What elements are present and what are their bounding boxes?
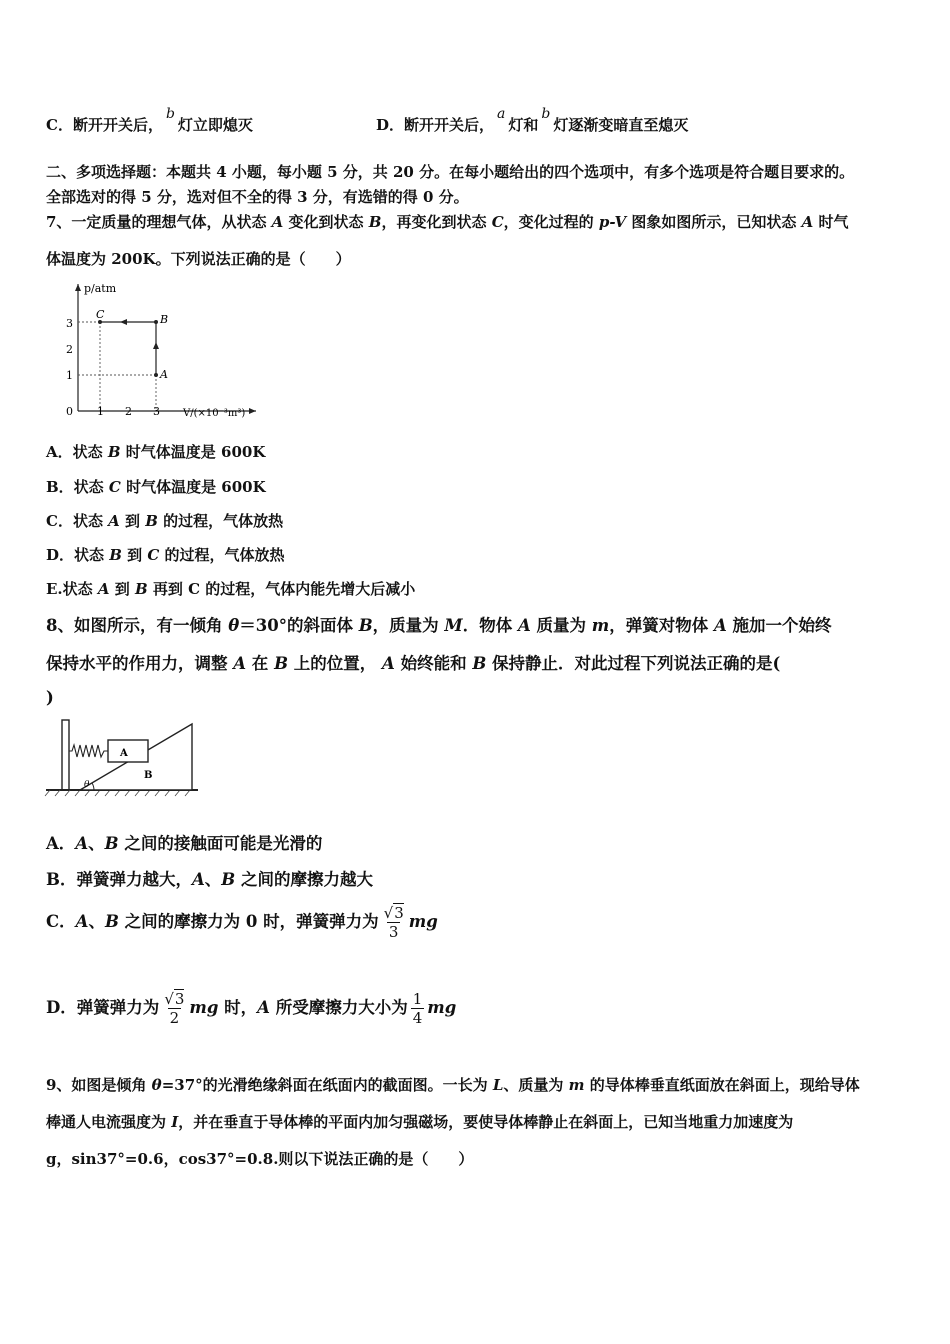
q8-option-d: D．弹簧弹力为 $\frac{√3}{2}$ mg 时，A 所受摩擦力大小为 $\frac{1}{4}$ mg (46, 990, 457, 1027)
symbol-a: a (497, 106, 506, 122)
q8-stem-line2: 保持水平的作用力，调整 A 在 B 上的位置， A 始终能和 B 保持静止．对此过程下列说法正确的是( (46, 654, 781, 673)
symbol-b: b (541, 106, 551, 122)
q8-option-c: C．A、B 之间的摩擦力为 0 时，弹簧弹力为 $\frac{√3}{3}$ mg (46, 904, 438, 941)
label-theta: θ (84, 780, 90, 790)
q8-stem-line1: 8、如图所示，有一倾角 θ＝30°的斜面体 B，质量为 M．物体 A 质量为 m，弹簧对物体 A 施加一个始终 (46, 616, 832, 635)
x-tick-1: 1 (97, 405, 104, 418)
spring (69, 745, 108, 757)
x-tick-2: 2 (125, 405, 132, 418)
q7-option-b: B．状态 C 时气体温度是 600K (46, 478, 266, 496)
q7-option-a: A．状态 B 时气体温度是 600K (46, 443, 266, 461)
q8-stem-line3: ) (46, 688, 54, 707)
label-a: A (120, 748, 128, 759)
label-c: C (96, 308, 105, 321)
option-text: 灯立即熄灭 (177, 116, 253, 134)
q9-stem-line2: 棒通人电流强度为 I，并在垂直于导体棒的平面内加匀强磁场，要使导体棒静止在斜面上，已知当地重力加速度为 (46, 1113, 794, 1131)
y-axis-arrow (75, 284, 81, 291)
origin-label: 0 (66, 405, 73, 418)
option-text: C．断开开关后， (46, 116, 163, 134)
q7-option-c: C．状态 A 到 B 的过程，气体放热 (46, 512, 284, 530)
q8-option-a: A．A、B 之间的接触面可能是光滑的 (46, 834, 323, 853)
option-text: 灯逐渐变暗直至熄灭 (553, 116, 689, 134)
q9-stem-line3: g，sin37°=0.6，cos37°=0.8.则以下说法正确的是（ ） (46, 1150, 474, 1168)
point-a (154, 373, 158, 377)
fraction-sqrt3-over-2: $\frac{√3}{2}$ (164, 990, 185, 1027)
option-text: D．断开开关后， (376, 116, 495, 134)
y-axis-label: p/atm (84, 282, 117, 295)
arrow-a-to-b (153, 342, 159, 349)
fraction-1-over-4: $\frac{1}{4}$ (412, 990, 423, 1027)
symbol-b: b (165, 106, 175, 122)
arrow-b-to-c (120, 319, 127, 325)
q8-option-b: B．弹簧弹力越大，A、B 之间的摩擦力越大 (46, 870, 373, 889)
option-text: 灯和 (508, 116, 539, 134)
y-tick-3: 3 (66, 317, 73, 330)
x-axis-label: V/(×10⁻³m³) (183, 408, 246, 419)
point-b (154, 320, 158, 324)
q7-option-e: E.状态 A 到 B 再到 C 的过程，气体内能先增大后减小 (46, 580, 416, 598)
label-a: A (160, 368, 168, 381)
incline-figure (44, 716, 204, 798)
q7-stem-line1: 7、一定质量的理想气体，从状态 A 变化到状态 B，再变化到状态 C，变化过程的 p-V 图象如图所示，已知状态 A 时气 (46, 213, 849, 231)
q9-stem-line1: 9、如图是倾角 θ=37°的光滑绝缘斜面在纸面内的截面图。一长为 L、质量为 m 的导体棒垂直纸面放在斜面上，现给导体 (46, 1076, 860, 1094)
y-tick-1: 1 (66, 369, 73, 382)
label-b: B (160, 313, 169, 326)
q7-stem-line2: 体温度为 200K。下列说法正确的是（ ） (46, 250, 351, 268)
guide-lines (78, 322, 156, 411)
x-tick-3: 3 (153, 405, 160, 418)
y-tick-2: 2 (66, 343, 73, 356)
wall (62, 720, 69, 790)
q7-option-d: D．状态 B 到 C 的过程，气体放热 (46, 546, 285, 564)
block-a (108, 740, 148, 762)
pv-graph (56, 278, 266, 423)
section-heading-line1: 二、多项选择题：本题共 4 小题，每小题 5 分，共 20 分。在每小题给出的四个选项中，有多个选项是符合题目要求的。 (46, 163, 855, 181)
fraction-sqrt3-over-3: $\frac{√3}{3}$ (383, 904, 404, 941)
label-b: B (144, 770, 153, 781)
q6-option-c (46, 106, 253, 135)
q6-option-d (376, 106, 689, 135)
section-heading-line2: 全部选对的得 5 分，选对但不全的得 3 分，有选错的得 0 分。 (46, 188, 469, 206)
x-axis-arrow (249, 408, 256, 414)
